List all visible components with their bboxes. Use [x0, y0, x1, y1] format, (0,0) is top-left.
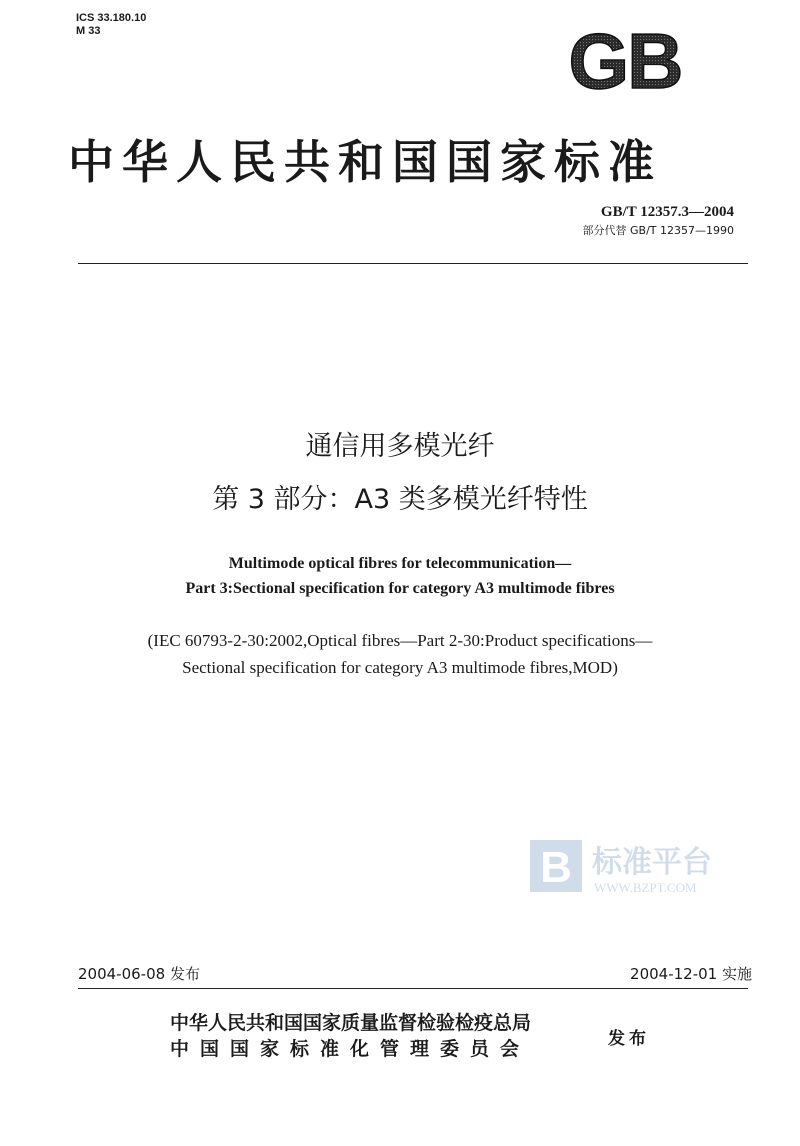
publish-date: 2004-06-08 发布 — [78, 965, 200, 983]
issuer-aqsiq: 中华人民共和国国家质量监督检验检疫总局 — [170, 1012, 532, 1034]
replaces-note: 部分代替 GB/T 12357—1990 — [582, 224, 734, 237]
national-standard-title: 中华人民共和国国家标准 — [68, 135, 662, 189]
ccs-code: M 33 — [76, 25, 101, 37]
ics-code: ICS 33.180.10 — [76, 12, 147, 24]
iec-reference — [0, 627, 800, 681]
iec-reference-line2: Sectional specification for category A3 multimode fibres,MOD) — [182, 658, 618, 677]
title-en-line1: Multimode optical fibres for telecommunication— — [228, 555, 572, 572]
title-en-line2: Part 3:Sectional specification for category A3 multimode fibres — [185, 580, 615, 597]
bottom-divider — [78, 988, 748, 989]
watermark-logo — [528, 832, 758, 902]
logo-text: GB — [568, 26, 682, 96]
watermark-name: 标准平台 — [592, 845, 712, 880]
implement-date: 2004-12-01 实施 — [630, 965, 752, 983]
issue-label: 发布 — [608, 1029, 650, 1049]
issuer-sac: 中国国家标准化管理委员会 — [170, 1038, 531, 1060]
title-zh-line2: 第 3 部分：A3 类多模光纤特性 — [212, 484, 588, 515]
standard-number: GB/T 12357.3—2004 — [600, 204, 734, 220]
watermark-url: WWW.BZPT.COM — [594, 880, 697, 895]
top-divider — [78, 263, 748, 264]
classification-codes — [76, 12, 146, 38]
iec-reference-line1: (IEC 60793-2-30:2002,Optical fibres—Part 2-30:Product specifications— — [147, 631, 653, 650]
title-en — [0, 551, 800, 601]
svg-text:B: B — [540, 843, 572, 892]
gb-logo — [540, 26, 710, 96]
title-zh-line1: 通信用多模光纤 — [305, 431, 495, 462]
